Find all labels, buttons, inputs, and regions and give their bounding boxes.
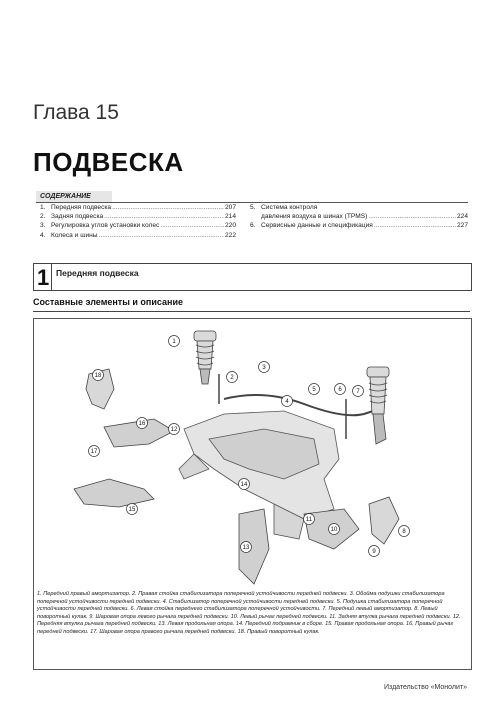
caption-item: 12. Передняя втулка рычага передней подвески.	[37, 613, 461, 628]
callout-13	[241, 542, 252, 553]
left-knuckle-drawing	[369, 497, 399, 544]
caption-item: 11. Задняя втулка рычага передней подвески.	[329, 613, 453, 620]
right-shock-drawing	[194, 331, 216, 384]
toc-item-number	[250, 212, 261, 221]
toc-item-number: 5.	[250, 204, 256, 211]
toc-item-number: 3.	[40, 222, 46, 230]
callout-number: 3	[262, 365, 266, 372]
callout-14	[239, 479, 250, 490]
caption-item: 15. Правая продольная опора.	[325, 621, 406, 628]
toc-leader-dots	[112, 203, 224, 212]
toc-leader-dots	[104, 212, 224, 221]
section-number: 1	[37, 265, 50, 290]
toc-item-text: Система контроля	[261, 204, 318, 211]
callout-number: 4	[285, 399, 289, 406]
callout-11	[304, 514, 315, 525]
callout-number: 13	[242, 545, 250, 552]
figure-caption	[37, 591, 467, 637]
toc-item-number: 2.	[40, 213, 46, 221]
callout-2	[227, 372, 238, 383]
callout-5	[309, 384, 320, 395]
toc-leader-dots	[368, 212, 456, 221]
callout-4	[282, 396, 293, 407]
toc-item-text: Регулировка углов установки колес	[51, 222, 160, 230]
toc-item	[40, 203, 236, 212]
section-divider	[51, 264, 52, 290]
callout-number: 10	[330, 527, 338, 534]
left-shock-drawing	[367, 367, 389, 444]
caption-item: 9. Шаровая опора левого рычага передней подвески.	[89, 613, 231, 620]
callout-1	[169, 336, 180, 347]
toc-leader-dots	[99, 231, 224, 240]
toc-right-column	[250, 203, 468, 231]
toc-item-page: 222	[224, 231, 236, 239]
toc-item-text: давления воздуха в шинах (TPMS)	[261, 213, 368, 221]
caption-item: 1. Передний правый амортизатор.	[37, 591, 133, 597]
callout-number: 11	[305, 517, 313, 524]
callout-8	[399, 526, 410, 537]
callout-10	[329, 524, 340, 535]
section-header	[33, 263, 472, 291]
caption-item: 17. Шаровая опора правого рычага передней подвески.	[90, 628, 238, 635]
section-title: Передняя подвеска	[56, 268, 139, 278]
toc-item-number: 4.	[40, 231, 46, 239]
chapter-label: Глава 15	[33, 101, 119, 124]
toc-item-number: 1.	[40, 204, 46, 211]
callout-number: 12	[170, 427, 178, 434]
caption-item: 18. Правый поворотный кулак.	[237, 628, 320, 635]
toc-item	[250, 221, 468, 230]
callout-number: 7	[356, 389, 360, 396]
callout-number: 5	[312, 387, 316, 394]
figure-box	[33, 318, 472, 670]
callout-number: 15	[128, 507, 136, 514]
callout-18	[93, 370, 104, 381]
callout-number: 2	[230, 375, 234, 382]
callout-number: 17	[90, 449, 98, 456]
callout-7	[353, 386, 364, 397]
toc-item-text: Сервисные данные и спецификация	[261, 222, 373, 230]
caption-item: 2. Правая стойка стабилизатора поперечной устойчивости передней подвески.	[132, 591, 350, 597]
callout-number: 6	[338, 387, 342, 394]
toc-item-page: 224	[456, 213, 468, 221]
callout-3	[259, 362, 270, 373]
toc-header: СОДЕРЖАНИЕ	[36, 191, 112, 202]
suspension-exploded-diagram	[34, 319, 471, 589]
toc-item	[40, 212, 236, 221]
right-longitudinal-support-drawing	[74, 479, 154, 507]
toc-leader-dots	[374, 221, 456, 230]
callout-number: 18	[94, 373, 102, 380]
subsection-divider	[33, 311, 470, 312]
toc-item-page: 214	[224, 213, 236, 221]
toc-item-number: 6.	[250, 222, 256, 230]
callout-16	[137, 418, 148, 429]
callout-number: 16	[138, 421, 146, 428]
toc-left-column	[40, 203, 236, 240]
publisher-label: Издательство «Монолит»	[383, 684, 467, 691]
toc-item	[40, 221, 236, 230]
toc-item-text: Передняя подвеска	[51, 204, 112, 211]
caption-item: 5. Подушка стабилизатора поперечной устойчивости передней подвески.	[37, 598, 443, 613]
caption-item: 14. Передний подрамник в сборе.	[235, 621, 326, 628]
stabilizer-bar-drawing	[224, 395, 379, 415]
callout-number: 14	[240, 482, 248, 489]
callout-15	[127, 504, 138, 515]
toc-item-page: 227	[456, 222, 468, 230]
caption-item: 4. Стабилизатор поперечной устойчивости передней подвески.	[162, 598, 337, 605]
caption-item: 8. Левый поворотный кулак.	[37, 606, 438, 620]
caption-item: 13. Левая продольная опора.	[158, 621, 236, 628]
callout-17	[89, 446, 100, 457]
caption-item: 3. Обойма подушки стабилизатора поперечной устойчивости передней подвески.	[37, 591, 445, 605]
toc-item-page: 220	[224, 222, 236, 230]
callout-number: 9	[372, 549, 376, 556]
toc-item	[250, 212, 468, 221]
caption-item: 7. Передний левый амортизатор.	[322, 606, 415, 613]
callout-9	[369, 546, 380, 557]
toc-item	[40, 231, 236, 240]
toc-item-text: Задняя подвеска	[51, 213, 104, 221]
caption-item: 16. Правый рычаг передней подвески.	[37, 621, 454, 635]
caption-item: 10. Левый рычаг передней подвески.	[230, 613, 330, 620]
caption-item: 6. Левая стойка переднего стабилизатора поперечной устойчивости.	[130, 606, 323, 613]
callout-12	[169, 424, 180, 435]
page-title: ПОДВЕСКА	[33, 147, 184, 177]
toc-item-page: 207	[224, 204, 236, 211]
toc-leader-dots	[160, 221, 224, 230]
toc-item-text: Колеса и шины	[51, 231, 98, 239]
toc-item	[250, 203, 468, 212]
callout-number: 1	[172, 339, 176, 346]
callout-number: 8	[402, 529, 406, 536]
callout-6	[335, 384, 346, 395]
subsection-title: Составные элементы и описание	[33, 297, 183, 307]
